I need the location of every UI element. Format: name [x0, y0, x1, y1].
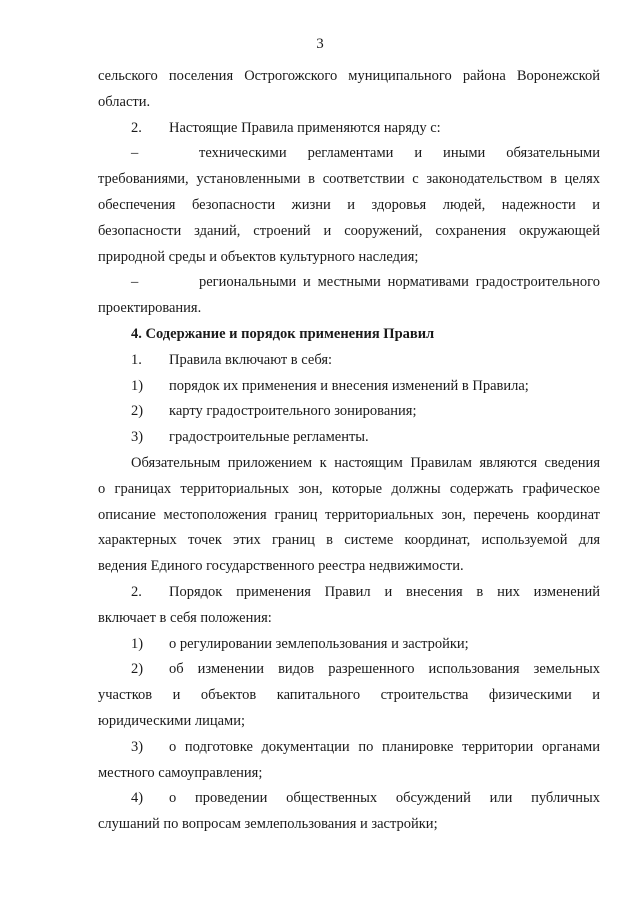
line-text: о проведении общественных обсуждений или публичных	[169, 790, 600, 807]
line-text: 4. Содержание и порядок применения Правил	[131, 325, 435, 342]
text-line	[98, 64, 600, 90]
line-text: региональными и местными нормативами градостроительного	[199, 274, 600, 291]
item-number: 4)	[131, 790, 144, 807]
line-text: Порядок применения Правил и внесения в них изменений	[169, 583, 600, 600]
text-line	[98, 141, 600, 167]
line-text: порядок их применения и внесения изменений в Правила;	[169, 377, 529, 394]
line-text: карту градостроительного зонирования;	[169, 403, 417, 420]
text-line	[98, 399, 600, 425]
text-line	[98, 503, 600, 529]
line-text: Обязательным приложением к настоящим Правилам являются сведения	[131, 454, 600, 471]
document-body	[98, 64, 600, 838]
text-line	[98, 451, 600, 477]
line-text: Правила включают в себя:	[169, 351, 333, 368]
text-line	[98, 116, 600, 142]
text-line	[98, 270, 600, 296]
line-text: о подготовке документации по планировке территории органами	[169, 738, 600, 755]
text-line	[98, 528, 600, 554]
text-line	[98, 786, 600, 812]
text-line	[98, 425, 600, 451]
line-text: Настоящие Правила применяются наряду с:	[169, 119, 441, 136]
text-line	[98, 554, 600, 580]
text-line	[98, 477, 600, 503]
line-text: области.	[98, 93, 151, 110]
text-line	[98, 632, 600, 658]
line-text: об изменении видов разрешенного использования земельных	[169, 661, 600, 678]
text-line	[98, 735, 600, 761]
line-text: проектирования.	[98, 300, 202, 317]
line-text: техническими регламентами и иными обязательными	[199, 145, 600, 162]
line-text: градостроительные регламенты.	[169, 429, 369, 446]
item-number: 1.	[131, 351, 142, 368]
line-text: о границах территориальных зон, которые должны содержать графическое	[98, 480, 600, 497]
page-number: 3	[316, 36, 324, 52]
section-heading	[98, 322, 600, 348]
line-text: слушаний по вопросам землепользования и застройки;	[98, 816, 438, 833]
text-line	[98, 193, 600, 219]
text-line	[98, 812, 600, 838]
list-dash: –	[131, 145, 139, 162]
line-text: характерных точек этих границ в системе координат, используемой для	[98, 532, 600, 549]
line-text: юридическими лицами;	[98, 712, 246, 729]
line-text: обеспечения безопасности жизни и здоровья людей, надежности и	[98, 196, 600, 213]
list-dash: –	[131, 274, 139, 291]
line-text: ведения Единого государственного реестра недвижимости.	[98, 558, 464, 575]
text-line	[98, 606, 600, 632]
text-line	[98, 709, 600, 735]
item-number: 3)	[131, 429, 144, 446]
item-number: 2.	[131, 583, 142, 600]
item-number: 1)	[131, 635, 144, 652]
line-text: включает в себя положения:	[98, 609, 272, 626]
text-line	[98, 90, 600, 116]
text-line	[98, 761, 600, 787]
item-number: 2.	[131, 119, 142, 136]
text-line	[98, 167, 600, 193]
line-text: сельского поселения Острогожского муниципального района Воронежской	[98, 68, 600, 84]
text-line	[98, 657, 600, 683]
line-text: безопасности зданий, строений и сооружений, сохранения окружающей	[98, 222, 600, 239]
text-line	[98, 296, 600, 322]
item-number: 2)	[131, 661, 144, 678]
line-text: о регулировании землепользования и застройки;	[169, 635, 469, 652]
item-number: 2)	[131, 403, 144, 420]
text-line	[98, 245, 600, 271]
line-text: участков и объектов капитального строительства физическими и	[98, 687, 600, 704]
text-line	[98, 219, 600, 245]
text-line	[98, 683, 600, 709]
line-text: местного самоуправления;	[98, 764, 263, 781]
text-line	[98, 580, 600, 606]
line-text: требованиями, установленными в соответствии с законодательством в целях	[98, 171, 600, 188]
line-text: природной среды и объектов культурного наследия;	[98, 248, 419, 265]
item-number: 1)	[131, 377, 144, 394]
line-text: описание местоположения границ территориальных зон, перечень координат	[98, 506, 600, 523]
text-line	[98, 374, 600, 400]
item-number: 3)	[131, 738, 144, 755]
text-line	[98, 348, 600, 374]
